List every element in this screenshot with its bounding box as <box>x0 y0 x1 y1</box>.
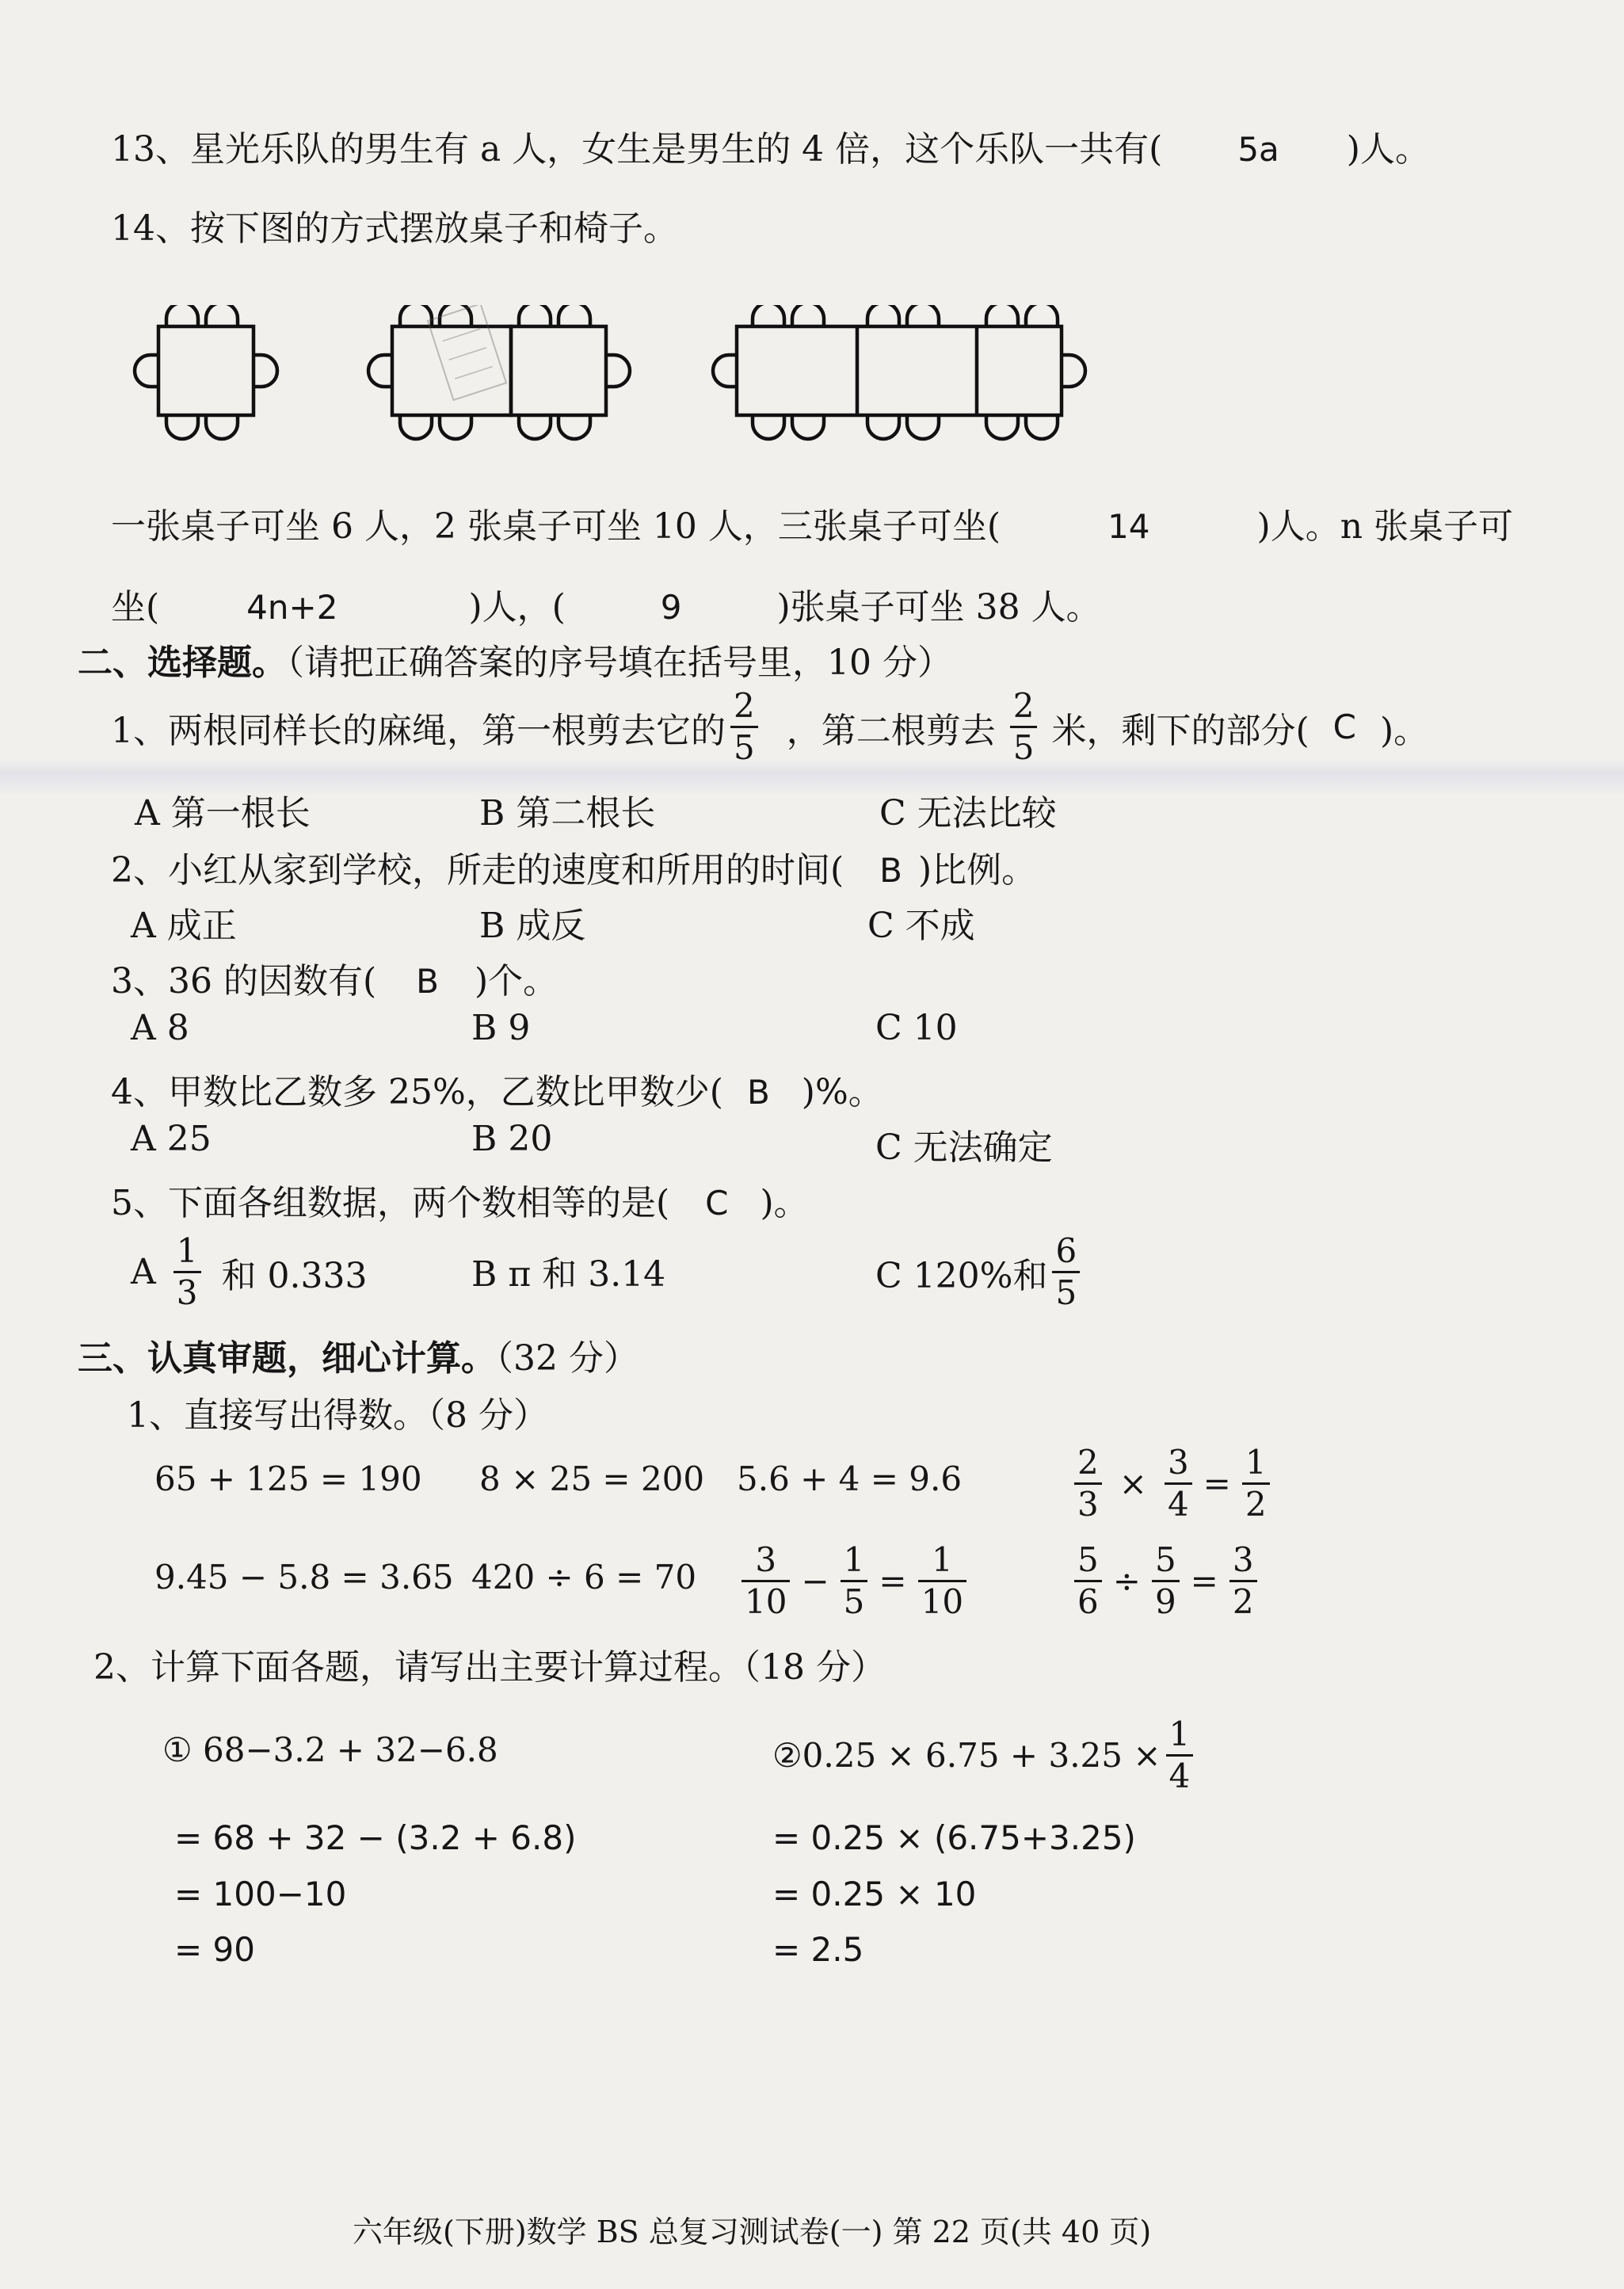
denominator: 3 <box>173 1271 201 1310</box>
option-b: B 成反 <box>479 906 586 946</box>
three-tables-icon <box>713 305 1085 439</box>
option-c <box>875 1231 1085 1312</box>
question-text: 1、两根同样长的麻绳，第一根剪去它的 <box>111 710 726 751</box>
denominator: 6 <box>1074 1580 1102 1619</box>
fraction <box>1229 1540 1257 1621</box>
answer-handwritten: 4n+2 <box>246 588 338 627</box>
operator: ÷ <box>1112 1562 1141 1600</box>
option-a <box>131 1231 368 1312</box>
fraction-equation <box>737 1540 971 1621</box>
equation: 420 ÷ 6 = 70 <box>471 1558 697 1597</box>
numerator: 2 <box>734 686 755 725</box>
fraction <box>1166 1715 1194 1795</box>
option-a: A 8 <box>131 1008 189 1048</box>
answer-handwritten: B <box>879 851 902 890</box>
fraction-1-3 <box>173 1231 201 1312</box>
tables-chairs-figure <box>127 305 1157 456</box>
question-text-cont: ，第二根剪去 <box>786 710 996 751</box>
question-text-end: )张桌子可坐 38 人。 <box>776 587 1101 628</box>
option-b: B 第二根长 <box>479 793 656 834</box>
question-tail: )。 <box>760 1183 809 1223</box>
section-note: （32 分） <box>496 1338 639 1379</box>
equation: 8 × 25 = 200 <box>479 1459 705 1498</box>
numerator: 1 <box>931 1540 953 1579</box>
numerator: 2 <box>1012 686 1035 725</box>
question-text: 2、小红从家到学校，所走的速度和所用的时间( <box>111 850 844 891</box>
fraction-equation <box>1069 1443 1275 1524</box>
two-tables-icon <box>368 305 630 439</box>
fraction <box>841 1540 868 1621</box>
numerator: 6 <box>1055 1231 1077 1270</box>
question-tail: )人。 <box>1346 129 1430 170</box>
denominator: 2 <box>1242 1482 1270 1521</box>
question-tail: )。 <box>1379 710 1429 751</box>
option-a: A 成正 <box>131 906 237 946</box>
option-a: A 第一根长 <box>135 793 311 834</box>
equals: = <box>1203 1464 1231 1503</box>
option-text: C 120%和 <box>875 1255 1048 1296</box>
fraction <box>1242 1443 1270 1524</box>
work-step: = 0.25 × 10 <box>772 1875 977 1913</box>
equation: 5.6 + 4 = 9.6 <box>737 1459 963 1498</box>
section-3-heading <box>78 1330 639 1380</box>
option-b: B 9 <box>471 1008 531 1048</box>
answer-handwritten: C <box>705 1184 729 1223</box>
fraction <box>1074 1540 1102 1621</box>
numerator: 1 <box>1168 1715 1191 1753</box>
fraction-2-5-meters <box>1010 686 1038 767</box>
denominator: 5 <box>1010 726 1038 765</box>
numerator: 3 <box>1232 1540 1254 1579</box>
answer-handwritten: 14 <box>1107 507 1150 546</box>
section-title: 二、选择题。 <box>78 643 287 683</box>
question-14-line1 <box>111 498 1513 548</box>
option-c: C 10 <box>875 1008 958 1048</box>
denominator: 2 <box>1229 1580 1257 1619</box>
question-text: 4、甲数比乙数多 25%，乙数比甲数少( <box>111 1072 723 1112</box>
question-text: 5、下面各组数据，两个数相等的是( <box>111 1183 670 1223</box>
numerator: 1 <box>176 1231 198 1270</box>
work-step: = 100−10 <box>174 1875 347 1913</box>
question-text: 13、星光乐队的男生有 a 人，女生是男生的 4 倍，这个乐队一共有( <box>111 129 1163 170</box>
answer-handwritten: B <box>416 962 439 1001</box>
numerator: 1 <box>843 1540 865 1579</box>
answer-handwritten: B <box>746 1073 770 1112</box>
denominator: 9 <box>1152 1580 1180 1619</box>
option-c: C 无法确定 <box>875 1127 1053 1168</box>
denominator: 10 <box>741 1580 790 1619</box>
question-tail: )个。 <box>474 961 558 1001</box>
fraction <box>741 1540 790 1621</box>
option-b: B 20 <box>471 1119 553 1159</box>
question-text-cont: 米，剩下的部分( <box>1051 710 1309 751</box>
question-text: 3、36 的因数有( <box>111 961 377 1001</box>
one-table-icon <box>135 305 277 439</box>
choice-question-4 <box>111 1063 883 1114</box>
numerator: 2 <box>1077 1443 1099 1482</box>
denominator: 4 <box>1166 1754 1194 1793</box>
fraction <box>1152 1540 1180 1621</box>
sub-question-2: 2、计算下面各题，请写出主要计算过程。（18 分） <box>93 1647 886 1688</box>
question-text-cont: )人。n 张桌子可 <box>1256 506 1514 547</box>
work-step: = 68 + 32 − (3.2 + 6.8) <box>174 1818 577 1857</box>
question-14-line2 <box>111 578 1101 629</box>
equation: 9.45 − 5.8 = 3.65 <box>154 1558 454 1597</box>
numerator: 5 <box>1077 1540 1099 1579</box>
equation: 65 + 125 = 190 <box>154 1459 422 1498</box>
operator: × <box>1119 1464 1147 1503</box>
question-14-title: 14、按下图的方式摆放桌子和椅子。 <box>111 208 678 249</box>
page-footer: 六年级(下册)数学 BS 总复习测试卷(一) 第 22 页(共 40 页) <box>353 2215 1152 2249</box>
option-text: 和 0.333 <box>221 1255 368 1296</box>
section-2-heading <box>78 634 952 685</box>
fraction-equation <box>1069 1540 1262 1621</box>
answer-handwritten: 5a <box>1237 130 1279 169</box>
work-step: = 0.25 × (6.75+3.25) <box>772 1818 1136 1857</box>
fraction <box>1074 1443 1102 1524</box>
question-tail: )比例。 <box>918 850 1037 891</box>
question-text: 一张桌子可坐 6 人，2 张桌子可坐 10 人，三张桌子可坐( <box>111 506 1001 547</box>
expression: ②0.25 × 6.75 + 3.25 × <box>772 1736 1161 1775</box>
denominator: 5 <box>730 726 758 765</box>
choice-question-2 <box>111 841 1036 892</box>
question-text-cont: )人，( <box>468 587 566 628</box>
sub-question-1: 1、直接写出得数。（8 分） <box>127 1395 548 1436</box>
denominator: 5 <box>1052 1271 1080 1310</box>
answer-handwritten: C <box>1332 708 1356 746</box>
option-letter: A <box>131 1252 156 1292</box>
fraction <box>1165 1443 1192 1524</box>
fraction <box>918 1540 966 1621</box>
fraction-6-5 <box>1052 1231 1080 1312</box>
operator: − <box>801 1562 829 1600</box>
equals: = <box>1190 1562 1218 1600</box>
section-title: 三、认真审题，细心计算。 <box>78 1338 496 1379</box>
option-a: A 25 <box>131 1119 212 1159</box>
section-note: （请把正确答案的序号填在括号里，10 分） <box>287 643 952 683</box>
choice-question-5 <box>111 1174 809 1225</box>
question-13 <box>111 120 1430 171</box>
denominator: 5 <box>841 1580 868 1619</box>
option-b: B π 和 3.14 <box>471 1254 666 1295</box>
work-step: = 90 <box>174 1930 255 1969</box>
question-tail: )%。 <box>801 1072 883 1112</box>
calc-problem-1: ① 68−3.2 + 32−6.8 <box>162 1730 498 1769</box>
denominator: 10 <box>918 1580 966 1619</box>
numerator: 3 <box>755 1540 777 1579</box>
numerator: 1 <box>1245 1443 1267 1482</box>
fraction-2-5 <box>730 686 758 767</box>
option-c: C 不成 <box>867 906 975 946</box>
choice-question-3 <box>111 952 558 1003</box>
work-step: = 2.5 <box>772 1930 864 1969</box>
question-text: 坐( <box>111 587 160 628</box>
denominator: 4 <box>1165 1482 1192 1521</box>
answer-handwritten: 9 <box>660 588 682 627</box>
denominator: 3 <box>1074 1482 1102 1521</box>
equals: = <box>879 1562 907 1600</box>
calc-problem-2 <box>772 1715 1198 1795</box>
numerator: 5 <box>1154 1540 1176 1579</box>
numerator: 3 <box>1167 1443 1189 1482</box>
choice-question-1 <box>111 686 1429 767</box>
option-c: C 无法比较 <box>879 793 1057 834</box>
